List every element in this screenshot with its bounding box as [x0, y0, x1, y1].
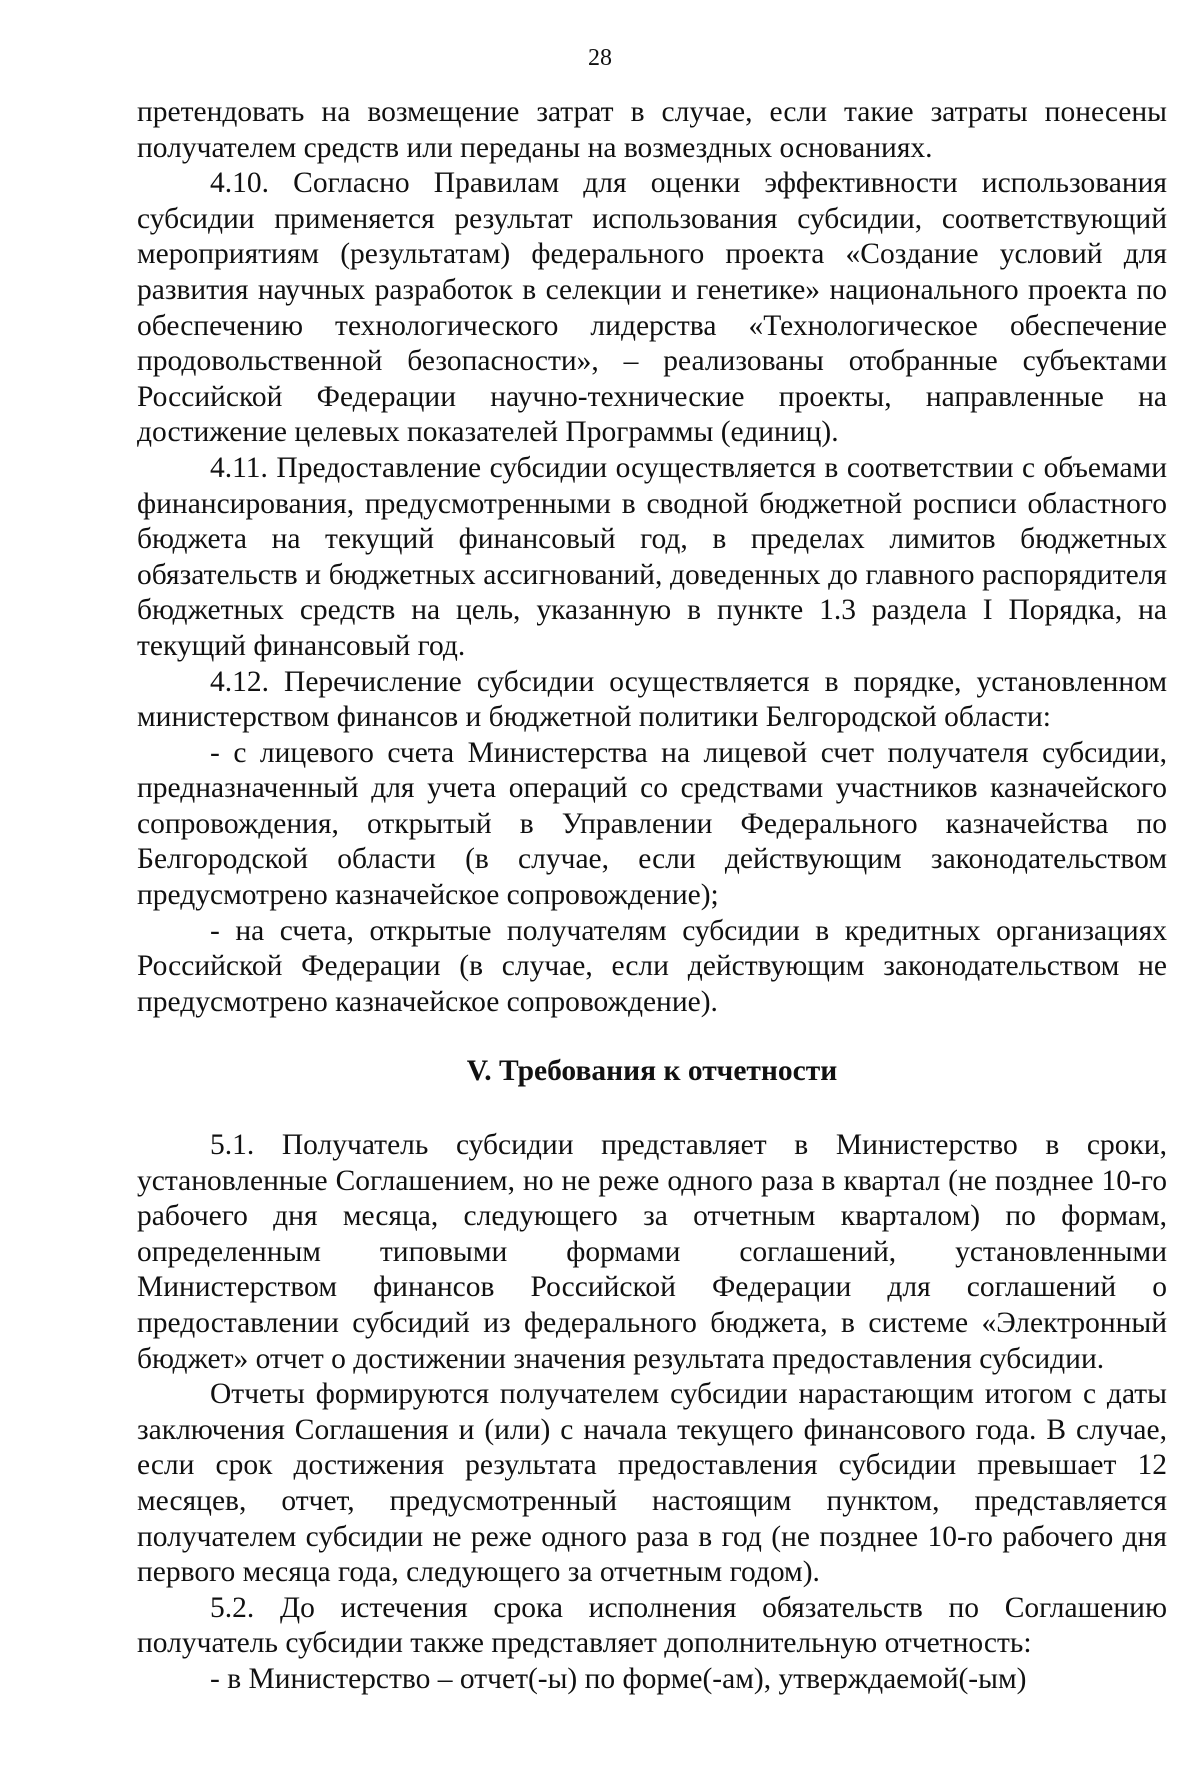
page-number: 28 [588, 45, 612, 71]
section-heading: V. Требования к отчетности [466, 1055, 838, 1088]
paragraph-p-continuation: претендовать на возмещение затрат в случае, если такие затраты понесены получателем средств или переданы на возмездных основаниях. [137, 96, 1167, 164]
paragraph-p-5-1: 5.1. Получатель субсидии представляет в Министерство в сроки, установленные Соглашением, но не реже одного раза в квартал (не позднее 10-го рабочего дня месяца, следующего за отчетным кварталом) по формам, определенным типовыми формами соглашений, установленными Министерством финансов Российской Федерации для соглашений о предоставлении субсидий из федерального бюджета, в системе «Электронный бюджет» отчет о достижении значения результата предоставления субсидии. [137, 1129, 1167, 1375]
paragraph-p-4-10: 4.10. Согласно Правилам для оценки эффективности использования субсидии применяется результат использования субсидии, соответствующий мероприятиям (результатам) федерального проекта «Создание условий для развития научных разработок в селекции и генетике» национального проекта по обеспечению технологического лидерства «Технологическое обеспечение продовольственной безопасности», – реализованы отобранные субъектами Российской Федерации научно-технические проекты, направленные на достижение целевых показателей Программы (единиц). [137, 167, 1167, 449]
paragraph-p-5-1-b: Отчеты формируются получателем субсидии нарастающим итогом с даты заключения Соглашения и (или) с начала текущего финансового года. В случае, если срок достижения результата предоставления субсидии превышает 12 месяцев, отчет, предусмотренный настоящим пунктом, представляется получателем субсидии не реже одного раза в год (не позднее 10-го рабочего дня первого месяца года, следующего за отчетным годом). [137, 1378, 1167, 1589]
paragraph-p-4-12-a: - с лицевого счета Министерства на лицевой счет получателя субсидии, предназначенный для учета операций со средствами участников казначейского сопровождения, открытый в Управлении Федерального казначейства по Белгородской области (в случае, если действующим законодательством предусмотрено казначейское сопровождение); [137, 736, 1167, 912]
document-body [137, 95, 1167, 1698]
paragraph-p-4-11: 4.11. Предоставление субсидии осуществляется в соответствии с объемами финансирования, предусмотренными в сводной бюджетной росписи областного бюджета на текущий финансовый год, в пределах лимитов бюджетных обязательств и бюджетных ассигнований, доведенных до главного распорядителя бюджетных средств на цель, указанную в пункте 1.3 раздела I Порядка, на текущий финансовый год. [137, 451, 1167, 662]
paragraph-p-4-12: 4.12. Перечисление субсидии осуществляется в порядке, установленном министерством финансов и бюджетной политики Белгородской области: [137, 665, 1167, 734]
paragraphs-after-section [137, 1128, 1167, 1698]
paragraphs-before-section [137, 95, 1167, 1020]
paragraph-p-5-2: 5.2. До истечения срока исполнения обязательств по Соглашению получатель субсидии также представляет дополнительную отчетность: [137, 1591, 1167, 1660]
paragraph-p-4-12-b: - на счета, открытые получателям субсидии в кредитных организациях Российской Федерации (в случае, если действующим законодательством не предусмотрено казначейское сопровождение). [137, 914, 1167, 1018]
paragraph-p-5-2-a: - в Министерство – отчет(-ы) по форме(-ам), утверждаемой(-ым) [210, 1662, 1027, 1695]
